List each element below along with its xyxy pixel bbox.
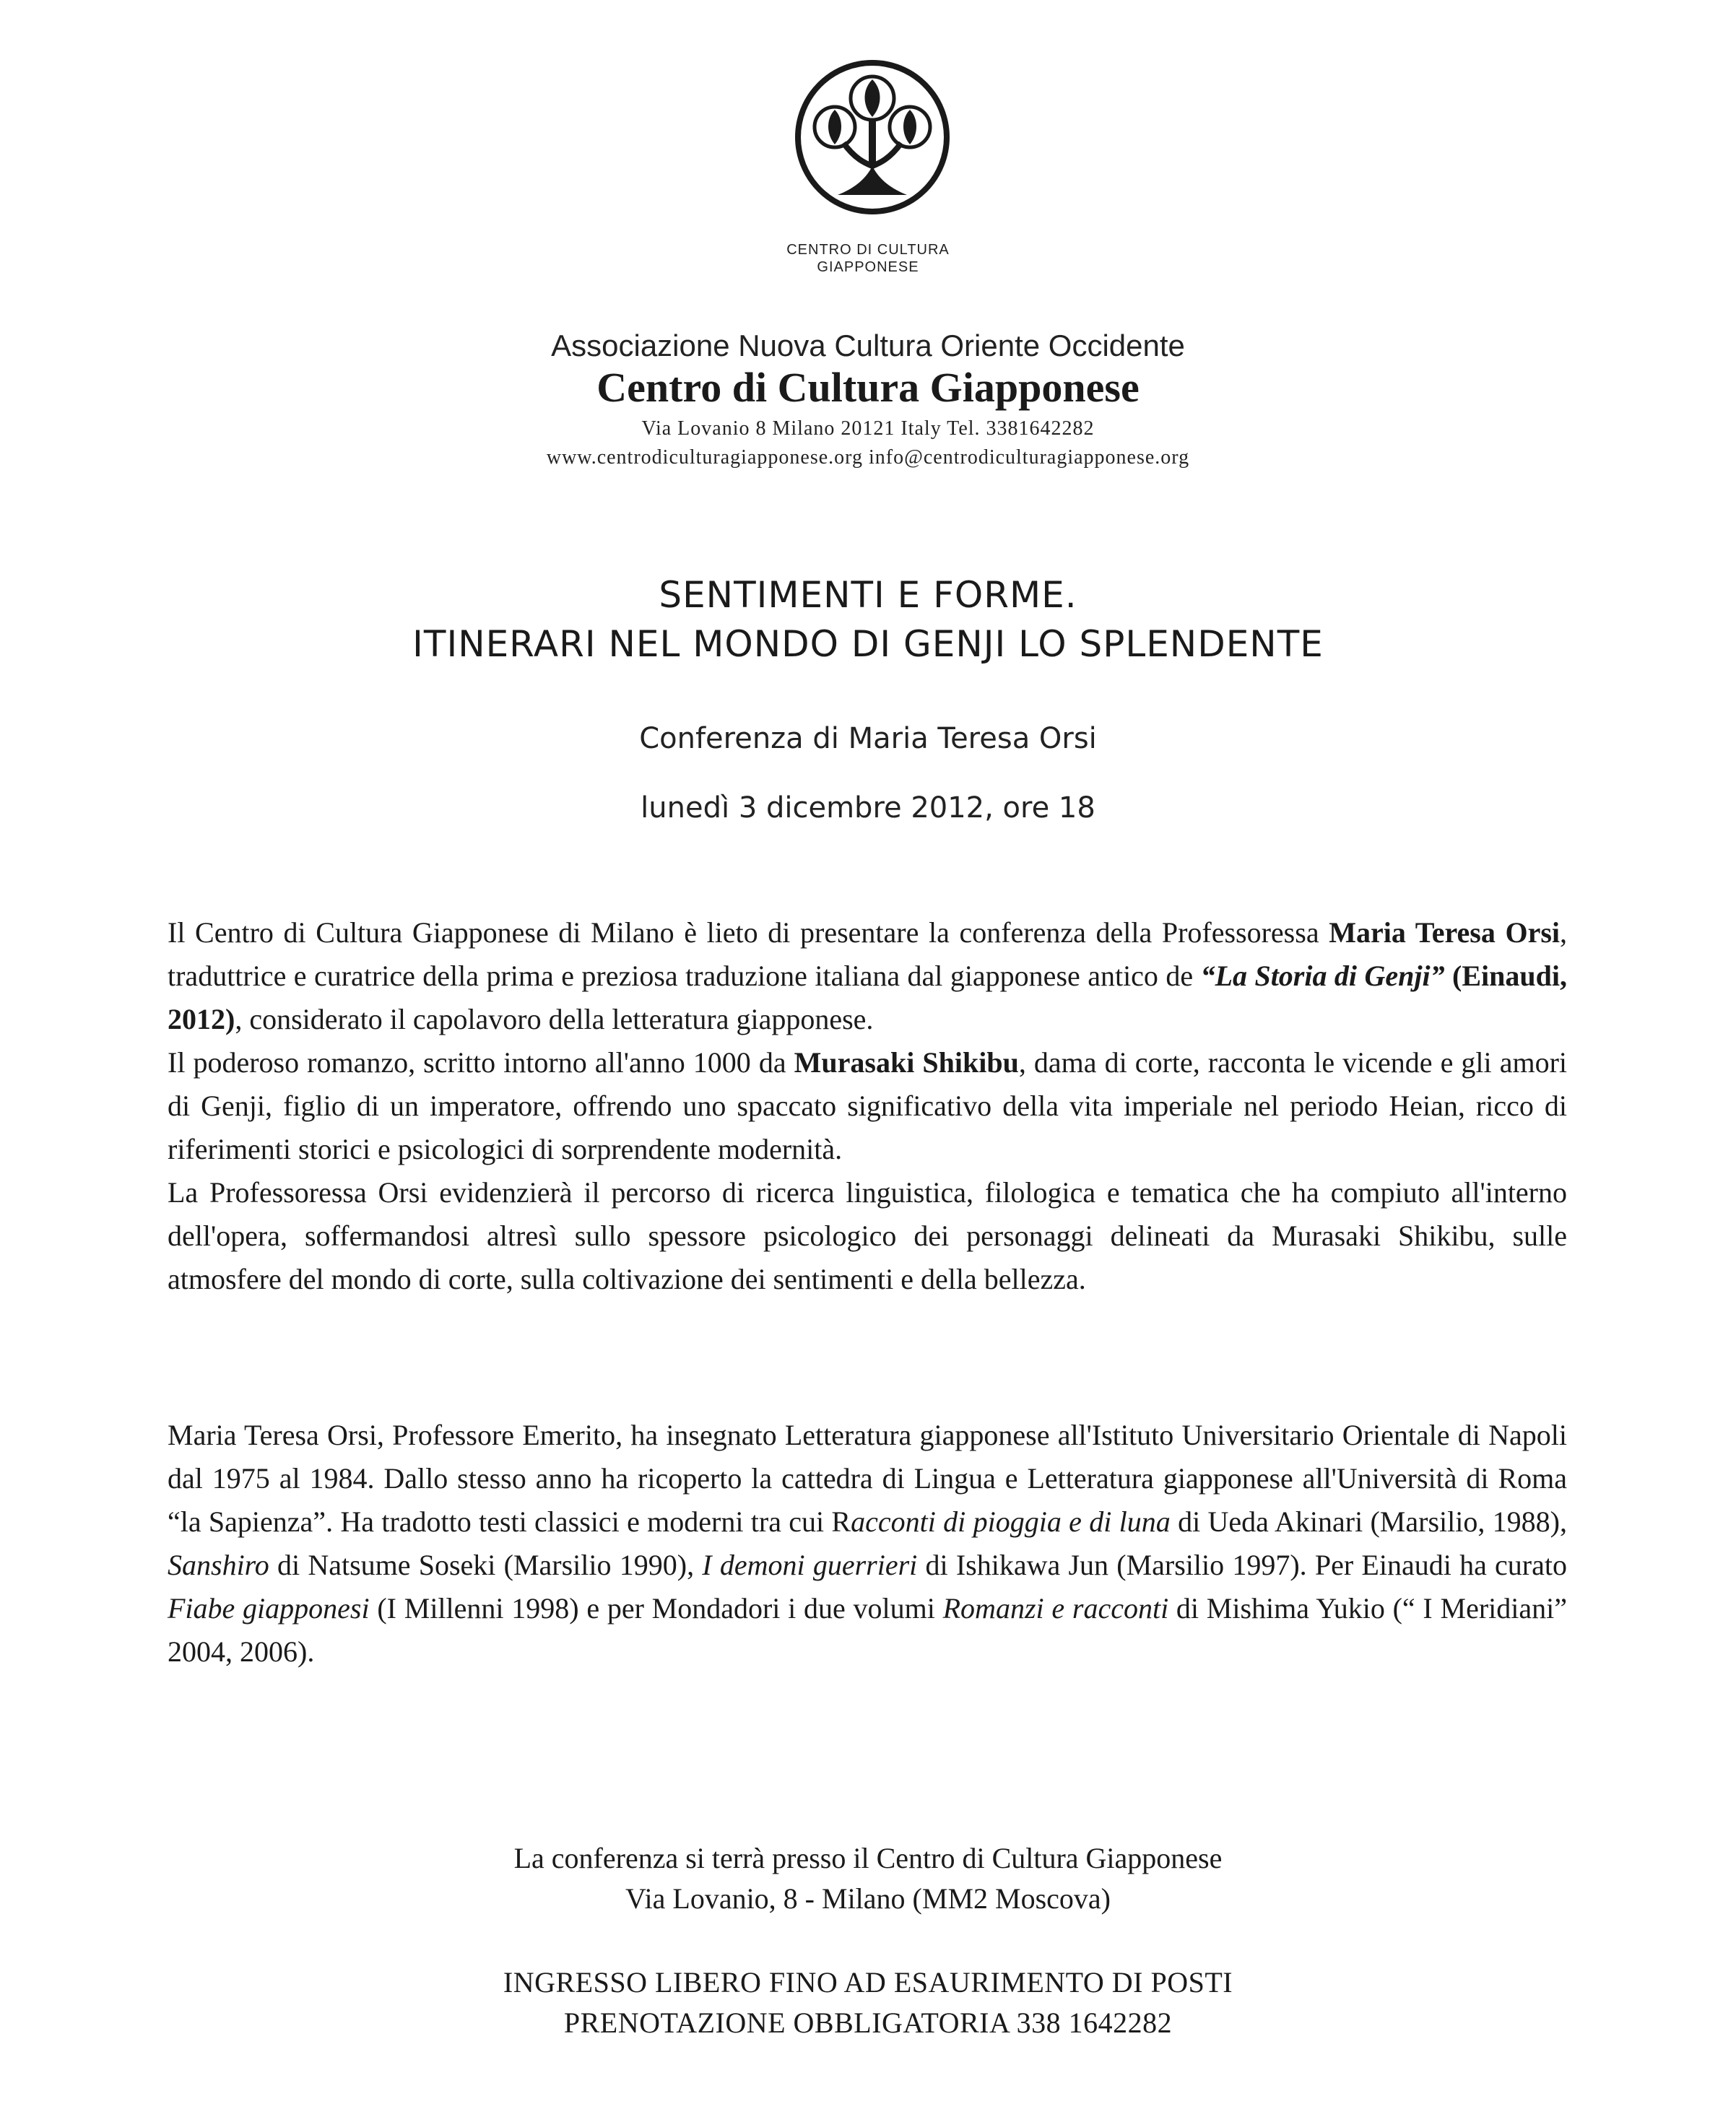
paragraph-intro <box>168 911 1567 1041</box>
event-date: lunedì 3 dicembre 2012, ore 18 <box>641 791 1095 825</box>
organization-name: Centro di Cultura Giapponese <box>596 364 1140 411</box>
text-run: di Mishima Yukio (“ I Meridiani” 2004, 2006). <box>168 1592 1567 1668</box>
description-block <box>168 911 1567 1301</box>
text-run: di Ueda Akinari (Marsilio, 1988), <box>1170 1505 1567 1538</box>
publisher-bold: (Einaudi, 2012) <box>168 960 1567 1035</box>
contact-line <box>0 446 1736 469</box>
paragraph-bio <box>168 1414 1567 1674</box>
speaker-name-bold: Maria Teresa Orsi <box>1329 916 1560 949</box>
organization-address: Via Lovanio 8 Milano 20121 Italy Tel. 3381642282 <box>641 417 1095 440</box>
text-run: , traduttrice e curatrice della prima e preziosa traduzione italiana dal giapponese antico de <box>168 916 1567 992</box>
text-run: di Ishikawa Jun (Marsilio 1997). Per Einaudi ha curato <box>917 1549 1567 1581</box>
paragraph-research: La Professoressa Orsi evidenzierà il percorso di ricerca linguistica, filologica e tematica che ha compiuto all'interno dell'opera, soffermandosi altresì sullo spessore psicologico dei personaggi delineati da Murasaki Shikibu, sulle atmosfere del mondo di corte, sulla coltivazione dei sentimenti e della bellezza. <box>168 1176 1567 1295</box>
biography-block <box>168 1414 1567 1674</box>
event-title-line1: SENTIMENTI E FORME. <box>659 574 1077 616</box>
text-run: Il Centro di Cultura Giapponese di Milano è lieto di presentare la conferenza della Professoressa <box>168 916 1329 949</box>
paulownia-crest-logo <box>793 58 952 217</box>
text-run: di Natsume Soseki (Marsilio 1990), <box>269 1549 703 1581</box>
text-run: , considerato il capolavoro della letteratura giapponese. <box>235 1003 874 1035</box>
website-link[interactable]: www.centrodiculturagiapponese.org <box>546 446 863 469</box>
venue-line1: La conferenza si terrà presso il Centro di Cultura Giapponese <box>513 1842 1223 1874</box>
booking-notice: PRENOTAZIONE OBBLIGATORIA 338 1642282 <box>563 2006 1173 2039</box>
work-title: Romanzi e racconti <box>942 1592 1169 1625</box>
work-title: I demoni guerrieri <box>702 1549 918 1581</box>
event-title-line2: ITINERARI NEL MONDO DI GENJI LO SPLENDENTE <box>412 623 1324 665</box>
book-title: “La Storia di Genji” <box>1200 960 1445 992</box>
text-run: , dama di corte, racconta le vicende e gli amori di Genji, figlio di un imperatore, offrendo uno spaccato significativo della vita imperiale nel periodo Heian, ricco di riferimenti storici e psicologici di sorprendente modernità. <box>168 1046 1567 1165</box>
paragraph-novel <box>168 1041 1567 1171</box>
logo-caption-line2: GIAPPONESE <box>817 259 919 275</box>
text-run: Il poderoso romanzo, scritto intorno all'anno 1000 da <box>168 1046 794 1079</box>
free-entry-notice: INGRESSO LIBERO FINO AD ESAURIMENTO DI POSTI <box>503 1966 1233 1999</box>
work-title: acconti di pioggia e di luna <box>851 1505 1171 1538</box>
text-run: (I Millenni 1998) e per Mondadori i due volumi <box>369 1592 943 1625</box>
work-title: Fiabe giapponesi <box>168 1592 370 1625</box>
work-title: Sanshiro <box>168 1549 269 1581</box>
venue-line2: Via Lovanio, 8 - Milano (MM2 Moscova) <box>625 1882 1111 1915</box>
email-link[interactable]: info@centrodiculturagiapponese.org <box>868 446 1190 469</box>
association-name: Associazione Nuova Cultura Oriente Occidente <box>551 329 1185 362</box>
author-name-bold: Murasaki Shikibu <box>794 1046 1019 1079</box>
event-speaker: Conferenza di Maria Teresa Orsi <box>639 722 1097 755</box>
text-run: Maria Teresa Orsi, Professore Emerito, ha insegnato Letteratura giapponese all'Istituto Universitario Orientale di Napoli dal 1975 al 1984. Dallo stesso anno ha ricoperto la cattedra di Lingua e Letteratura giapponese all'Università di Roma “la Sapienza”. Ha tradotto testi classici e moderni tra cui R <box>168 1419 1567 1538</box>
logo-caption-line1: CENTRO DI CULTURA <box>786 242 950 258</box>
